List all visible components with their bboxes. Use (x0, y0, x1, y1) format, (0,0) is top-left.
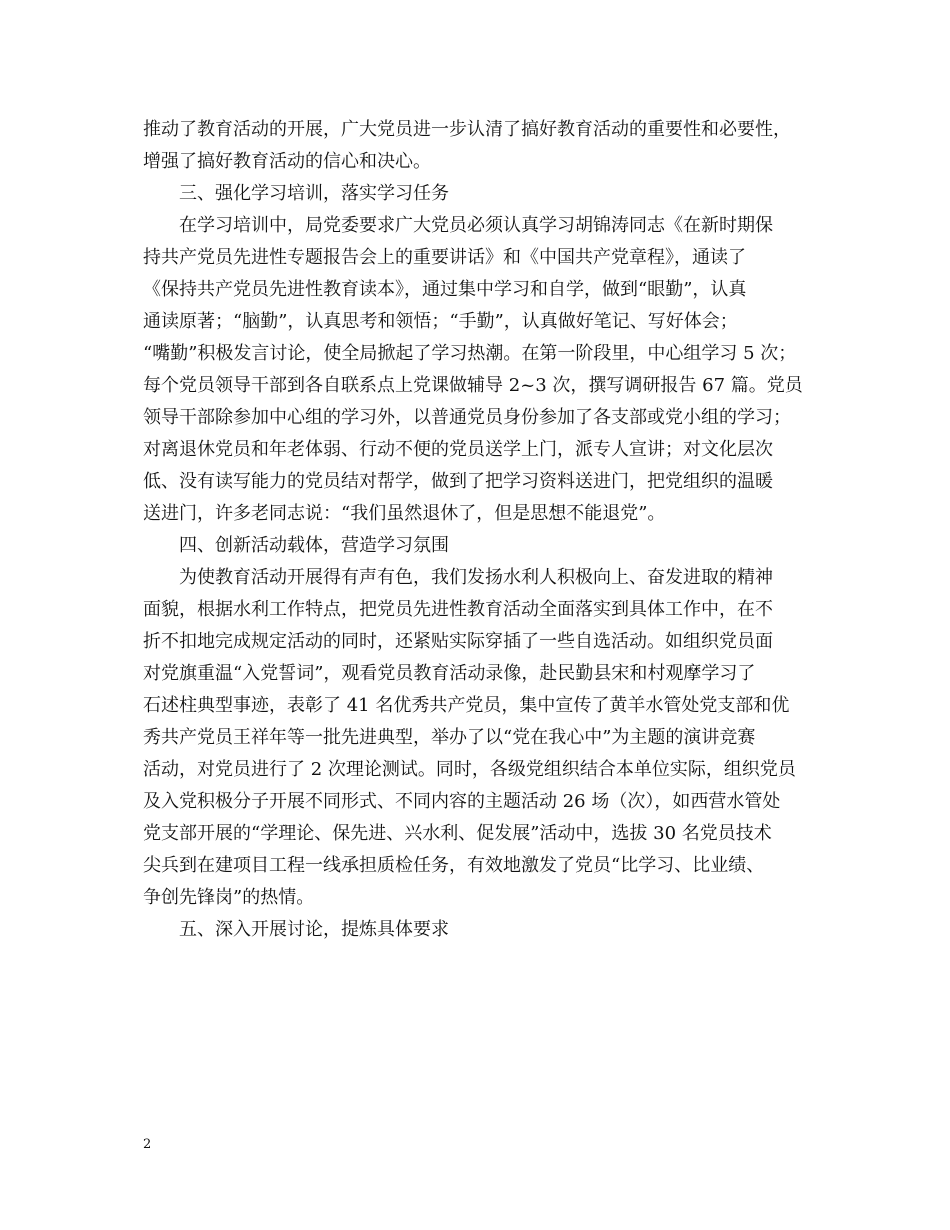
text-line: 增强了搞好教育活动的信心和决心。 (143, 151, 431, 172)
text-line: 及入党积极分子开展不同形式、不同内容的主题活动 26 场（次），如西营水管处 (143, 791, 781, 812)
text-line: 面貌，根据水利工作特点，把党员先进性教育活动全面落实到具体工作中，在不 (143, 599, 773, 620)
page-number: 2 (143, 1137, 152, 1152)
text-line: 石述柱典型事迹，表彰了 41 名优秀共产党员，集中宣传了黄羊水管处党支部和优 (143, 695, 790, 716)
text-line: 对离退休党员和年老体弱、行动不便的党员送学上门，派专人宣讲；对文化层次 (143, 439, 773, 460)
text-line: 尖兵到在建项目工程一线承担质检任务，有效地激发了党员“比学习、比业绩、 (143, 855, 765, 876)
text-line: 折不扣地完成规定活动的同时，还紧贴实际穿插了一些自选活动。如组织党员面 (143, 631, 773, 652)
text-line: 《保持共产党员先进性教育读本》，通过集中学习和自学，做到“眼勤”，认真 (143, 279, 747, 300)
text-line: 五、深入开展讨论，提炼具体要求 (179, 919, 449, 940)
text-line: 秀共产党员王祥年等一批先进典型，举办了以“党在我心中”为主题的演讲竞赛 (143, 727, 756, 748)
body-text (143, 114, 823, 946)
text-line: “嘴勤”积极发言讨论，使全局掀起了学习热潮。在第一阶段里，中心组学习 5 次； (143, 343, 797, 364)
text-line: 在学习培训中，局党委要求广大党员必须认真学习胡锦涛同志《在新时期保 (179, 215, 773, 236)
text-line: 党支部开展的“学理论、保先进、兴水利、促发展”活动中，选拔 30 名党员技术 (143, 823, 772, 844)
text-line: 持共产党员先进性专题报告会上的重要讲话》和《中国共产党章程》，通读了 (143, 247, 746, 268)
text-line: 为使教育活动开展得有声有色，我们发扬水利人积极向上、奋发进取的精神 (179, 567, 773, 588)
text-line: 送进门，许多老同志说：“我们虽然退休了，但是思想不能退党”。 (143, 503, 666, 524)
text-line: 通读原著；“脑勤”，认真思考和领悟；“手勤”，认真做好笔记、写好体会； (143, 311, 738, 332)
text-line: 低、没有读写能力的党员结对帮学，做到了把学习资料送进门，把党组织的温暖 (143, 471, 773, 492)
text-line: 三、强化学习培训，落实学习任务 (179, 183, 449, 204)
text-line: 活动，对党员进行了 2 次理论测试。同时，各级党组织结合本单位实际，组织党员 (143, 759, 796, 780)
text-line: 领导干部除参加中心组的学习外，以普通党员身份参加了各支部或党小组的学习； (143, 407, 791, 428)
text-line: 推动了教育活动的开展，广大党员进一步认清了搞好教育活动的重要性和必要性， (143, 119, 791, 140)
text-line: 争创先锋岗”的热情。 (143, 887, 315, 908)
text-line: 每个党员领导干部到各自联系点上党课做辅导 2~3 次，撰写调研报告 67 篇。党员 (143, 375, 803, 396)
text-line: 四、创新活动载体，营造学习氛围 (179, 535, 449, 556)
text-line: 对党旗重温“入党誓词”，观看党员教育活动录像，赴民勤县宋和村观摩学习了 (143, 663, 756, 684)
